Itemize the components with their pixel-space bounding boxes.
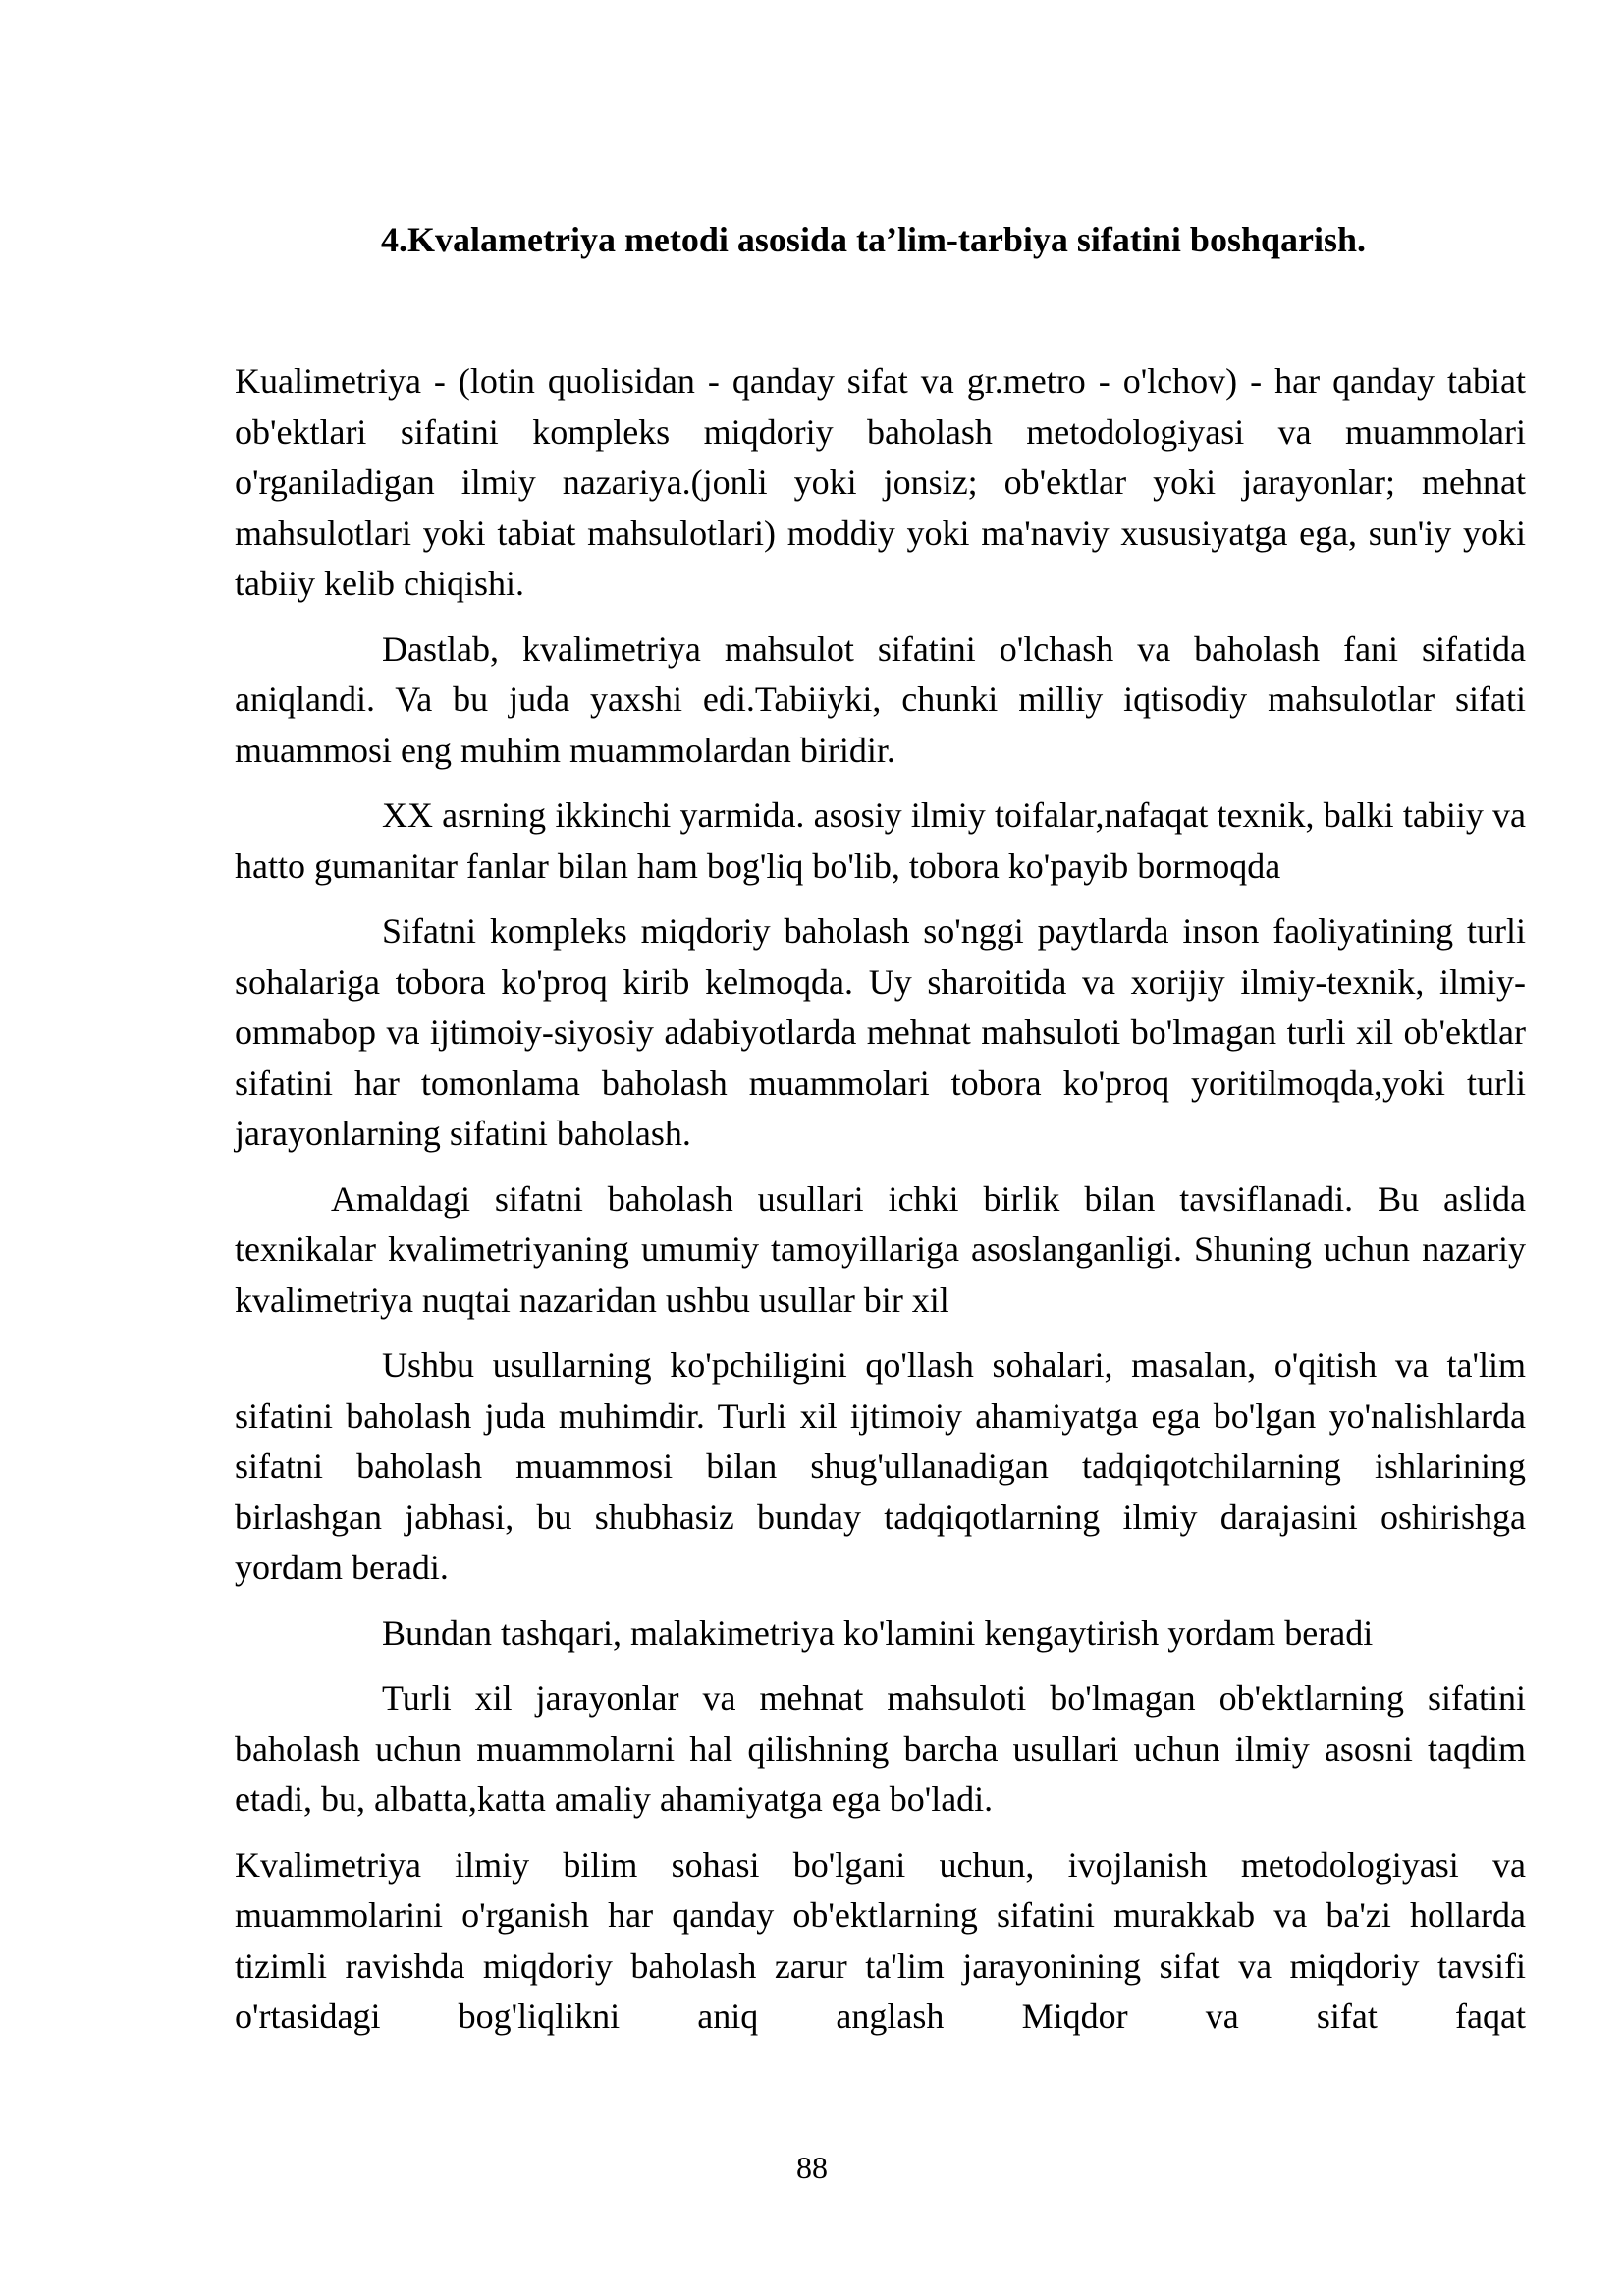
paragraph-scope-expansion: Bundan tashqari, malakimetriya ko'lamini kengaytirish yordam beradi (382, 1613, 1374, 1653)
paragraph-application-areas: Ushbu usullarning ko'pchiligini qo'llash sohalari, masalan, o'qitish va ta'lim sifatini baholash juda muhimdir. Turli xil ijtimoiy ahamiyatga ega bo'lgan yo'nalishlarda sifatni baholash muammosi bilan shug'ullanadigan tadqiqotchilarning ishlarining birlashgan jabhasi, bu shubhasiz bunday tadqiqotlarning ilmiy darajasini oshirishga yordam beradi. (235, 1345, 1526, 1587)
section-heading: 4.Kvalametriya metodi asosida ta’lim-tarbiya sifatini boshqarish. (381, 220, 1367, 259)
paragraph-current-methods: Amaldagi sifatni baholash usullari ichki birlik bilan tavsiflanadi. Bu aslida texnikalar kvalimetriyaning umumiy tamoyillariga asoslanganligi. Shuning uchun nazariy kvalimetriya nuqtai nazaridan ushbu usullar bir xil (235, 1178, 1526, 1320)
paragraph-knowledge-field: Kvalimetriya ilmiy bilim sohasi bo'lgani uchun, ivojlanish metodologiyasi va muammolarini o'rganish har qanday ob'ektlarning sifatini murakkab va ba'zi hollarda tizimli ravishda miqdoriy baholash zarur ta'lim jarayonining sifat va miqdoriy tavsifi o'rtasidagi bog'liqlikni aniq anglash Miqdor va sifat faqat (235, 1844, 1526, 2036)
paragraph-qualimetry-definition: Kualimetriya - (lotin quolisidan - qanday sifat va gr.metro - o'lchov) - har qanday tabiat ob'ektlari sifatini kompleks miqdoriy baholash metodologiyasi va muammolari o'rganiladigan ilmiy nazariya.(jonli yoki jonsiz; ob'ektlar yoki jarayonlar; mehnat mahsulotlari yoki tabiat mahsulotlari) moddiy yoki ma'naviy xususiyatga ega, sun'iy yoki tabiiy kelib chiqishi. (235, 361, 1526, 603)
page-number: 88 (796, 2150, 828, 2185)
paragraph-initial-definition: Dastlab, kvalimetriya mahsulot sifatini o'lchash va baholash fani sifatida aniqlandi. Va bu juda yaxshi edi.Tabiiyki, chunki milliy iqtisodiy mahsulotlar sifati muammosi eng muhim muammolardan biridir. (235, 629, 1526, 770)
paragraph-scientific-basis: Turli xil jarayonlar va mehnat mahsuloti bo'lmagan ob'ektlarning sifatini baholash uchun muammolarni hal qilishning barcha usullari uchun ilmiy asosni taqdim etadi, bu, albatta,katta amaliy ahamiyatga ega bo'ladi. (235, 1678, 1526, 1819)
paragraph-complex-assessment: Sifatni kompleks miqdoriy baholash so'nggi paytlarda inson faoliyatining turli sohalariga tobora ko'proq kirib kelmoqda. Uy sharoitida va xorijiy ilmiy-texnik, ilmiy-ommabop va ijtimoiy-siyosiy adabiyotlarda mehnat mahsuloti bo'lmagan turli xil ob'ektlar sifatini har tomonlama baholash muammolari tobora ko'proq yoritilmoqda,yoki turli jarayonlarning sifatini baholash. (235, 911, 1526, 1153)
body-text (235, 356, 1526, 2043)
paragraph-twentieth-century: XX asrning ikkinchi yarmida. asosiy ilmiy toifalar,nafaqat texnik, balki tabiiy va hatto gumanitar fanlar bilan ham bog'liq bo'lib, tobora ko'payib bormoqda (235, 795, 1526, 886)
